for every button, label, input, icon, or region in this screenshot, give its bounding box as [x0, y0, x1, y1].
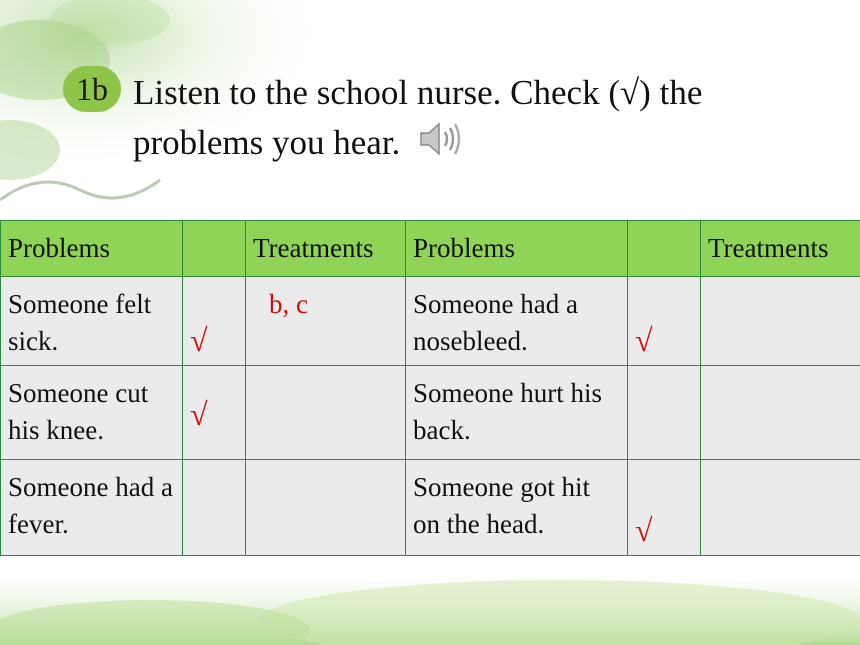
check-cell[interactable] — [183, 277, 246, 366]
header-treatments: Treatments — [701, 221, 860, 277]
treatment-cell[interactable] — [246, 277, 406, 366]
check-cell[interactable] — [628, 277, 701, 366]
check-mark: √ — [190, 322, 208, 358]
check-cell[interactable] — [628, 460, 701, 556]
problem-cell: Someone had a nosebleed. — [406, 277, 628, 366]
check-mark: √ — [635, 512, 653, 548]
table-row — [1, 277, 860, 366]
problem-cell: Someone had a fever. — [1, 460, 183, 556]
check-mark: √ — [635, 322, 653, 358]
check-cell[interactable] — [183, 366, 246, 460]
table-row — [1, 366, 860, 460]
treatment-cell[interactable] — [701, 460, 860, 556]
instruction-line-1: Listen to the school nurse. Check (√) the — [133, 73, 703, 112]
header-treatments: Treatments — [246, 221, 406, 277]
problem-cell: Someone felt sick. — [1, 277, 183, 366]
problem-cell: Someone cut his knee. — [1, 366, 183, 460]
check-cell[interactable] — [183, 460, 246, 556]
check-cell[interactable] — [628, 366, 701, 460]
treatment-cell[interactable] — [246, 366, 406, 460]
table-header-row — [1, 221, 860, 277]
problem-cell: Someone hurt his back. — [406, 366, 628, 460]
exercise-badge: 1b — [63, 66, 121, 112]
treatment-value: b, c — [269, 289, 308, 319]
header-check — [183, 221, 246, 277]
treatment-cell[interactable] — [701, 277, 860, 366]
header-check — [628, 221, 701, 277]
instruction-text — [133, 68, 833, 168]
problems-table — [0, 220, 860, 556]
header-problems: Problems — [406, 221, 628, 277]
speaker-icon[interactable] — [417, 120, 461, 158]
header-problems: Problems — [1, 221, 183, 277]
check-mark: √ — [190, 395, 208, 432]
instruction-line-2: problems you hear. — [133, 123, 401, 162]
treatment-cell[interactable] — [246, 460, 406, 556]
table-row — [1, 460, 860, 556]
treatment-cell[interactable] — [701, 366, 860, 460]
problem-cell: Someone got hit on the head. — [406, 460, 628, 556]
